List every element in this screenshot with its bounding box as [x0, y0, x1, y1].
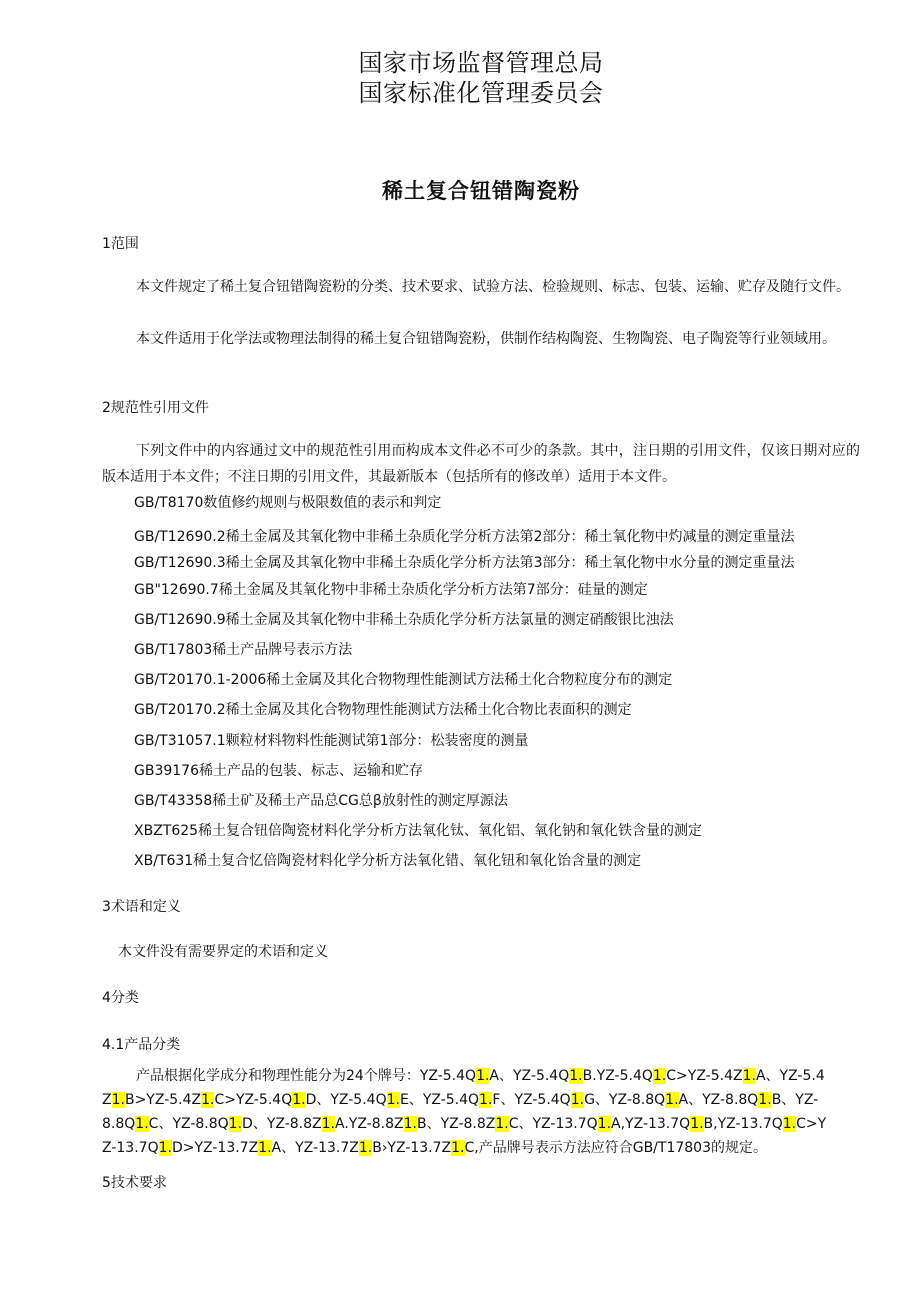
- grade-prefix: YZ-8.8Z: [348, 1116, 404, 1132]
- grade-prefix: YZ-8.8Q: [172, 1116, 229, 1132]
- grade-prefix: YZ-5.4Z: [146, 1092, 202, 1108]
- grade-separator: 、: [500, 1092, 515, 1108]
- grade-prefix: YZ-8.8Q: [102, 1092, 819, 1132]
- issuer-line-1: 国家市场监督管理总局: [358, 49, 604, 77]
- grade-highlight: 1.: [403, 1116, 417, 1132]
- reference-item: GB"12690.7稀土金属及其氧化物中非稀土杂质化学分析方法第7部分：硅量的测定: [134, 582, 648, 598]
- grade-highlight: 1.: [569, 1068, 583, 1084]
- section-1-heading: 1范围: [102, 236, 139, 252]
- grade-separator: 、: [408, 1092, 423, 1108]
- section-4-1-heading: 4.1产品分类: [102, 1037, 181, 1053]
- grade-highlight: 1.: [690, 1116, 704, 1132]
- grade-prefix: YZ-13.7Q: [717, 1116, 783, 1132]
- grade-prefix: YZ-5.4Q: [419, 1068, 477, 1084]
- grades-intro: 产品根据化学成分和物理性能分为24个牌号：: [136, 1068, 420, 1084]
- grade-highlight: 1.: [782, 1116, 797, 1132]
- grade-code: [172, 1116, 252, 1132]
- grade-code: [609, 1092, 688, 1108]
- grade-highlight: 1.: [451, 1140, 465, 1156]
- grade-suffix: D: [171, 1140, 183, 1156]
- reference-item: GB/T43358稀土矿及稀土产品总CG总β放射性的测定厚源法: [134, 793, 508, 809]
- section-2-heading: 2规范性引用文件: [102, 400, 209, 416]
- grade-suffix: A: [334, 1116, 345, 1132]
- section-3-text: 木文件没有需要界定的术语和定义: [118, 944, 328, 960]
- grade-highlight: 1.: [742, 1068, 756, 1084]
- section-1-paragraph-1: 本文件规定了稀土复合钮错陶瓷粉的分类、技术要求、试验方法、检验规则、标志、包装、运输、贮存及随行文件。: [136, 279, 850, 295]
- grade-prefix: YZ-5.4Q: [513, 1068, 570, 1084]
- grade-code: [597, 1068, 676, 1084]
- document-title: 稀土复合钮错陶瓷粉: [382, 179, 580, 203]
- grade-highlight: 1.: [111, 1092, 125, 1108]
- grade-suffix: C: [666, 1068, 677, 1084]
- grade-code: [423, 1092, 501, 1108]
- grade-separator: .: [592, 1068, 597, 1084]
- grade-code: [267, 1116, 345, 1132]
- section-1-paragraph-2: 本文件适用于化学法或物理法制得的稀土复合钮错陶瓷粉，供制作结构陶瓷、生物陶瓷、电子陶瓷等行业领域用。: [136, 331, 836, 347]
- grade-suffix: B: [124, 1092, 135, 1108]
- reference-item: XB/T631稀土复合忆倍陶瓷材料化学分析方法氧化错、氧化钮和氧化饴含量的测定: [134, 853, 642, 869]
- grade-separator: 、: [499, 1068, 513, 1084]
- grade-suffix: G: [584, 1092, 595, 1108]
- grade-suffix: B: [582, 1068, 593, 1084]
- grade-suffix: A: [611, 1116, 621, 1132]
- grade-suffix: A: [271, 1140, 282, 1156]
- reference-item: GB/T17803稀土产品牌号表示方法: [134, 642, 353, 658]
- grade-separator: 、: [426, 1116, 441, 1132]
- reference-item: GB/T20170.2稀土金属及其化合物物理性能测试方法稀土化合物比表面积的测定: [134, 702, 632, 718]
- grade-suffix: C: [214, 1092, 225, 1108]
- grade-suffix: B: [372, 1140, 382, 1156]
- grade-suffix: D: [242, 1116, 253, 1132]
- grade-prefix: YZ-13.7Q: [625, 1116, 691, 1132]
- reference-item: XBZT625稀土复合钮倍陶瓷材料化学分析方法氧化钛、氧化铝、氧化钠和氧化铁含量的测定: [134, 823, 703, 839]
- grade-prefix: YZ-13.7Z: [387, 1140, 452, 1156]
- reference-item: GB/T12690.2稀土金属及其氧化物中非稀土杂质化学分析方法第2部分：稀土氧化物中灼减量的测定重量法: [134, 529, 795, 545]
- grade-code: [688, 1068, 766, 1084]
- reference-item: GB/T31057.1颗粒材料物料性能测试第1部分：松装密度的测量: [134, 733, 529, 749]
- grade-code: [513, 1068, 592, 1084]
- section-4-heading: 4分类: [102, 990, 139, 1006]
- grade-prefix: YZ-5.4Z: [687, 1068, 743, 1084]
- grade-code: [441, 1116, 519, 1132]
- grade-separator: 、: [316, 1092, 331, 1108]
- grade-highlight: 1.: [158, 1140, 172, 1156]
- grade-suffix: C: [508, 1116, 519, 1132]
- grade-separator: 、: [594, 1092, 609, 1108]
- reference-item: GB/T12690.9稀土金属及其氧化物中非稀土杂质化学分析方法氯量的测定硝酸银比浊法: [134, 612, 674, 628]
- grade-separator: 、: [688, 1092, 703, 1108]
- grade-code: [194, 1140, 281, 1156]
- grade-separator: 、: [158, 1116, 173, 1132]
- grade-prefix: YZ-5.4Q: [596, 1068, 653, 1084]
- grade-separator: ,: [620, 1116, 626, 1132]
- grade-highlight: 1.: [228, 1116, 243, 1132]
- grade-suffix: B: [703, 1116, 714, 1132]
- grades-paragraph: [102, 1064, 828, 1160]
- grade-separator: 、: [765, 1068, 780, 1084]
- grade-separator: 、: [252, 1116, 267, 1132]
- grade-separator: .: [344, 1116, 349, 1132]
- grade-highlight: 1.: [597, 1116, 612, 1132]
- grade-code: [295, 1140, 382, 1156]
- grade-prefix: YZ-8.8Q: [702, 1092, 759, 1108]
- grade-prefix: YZ-5.4Q: [330, 1092, 387, 1108]
- grade-code: [146, 1092, 224, 1108]
- grade-code: [702, 1092, 781, 1108]
- grade-suffix: C: [464, 1140, 475, 1156]
- section-5-heading: 5技术要求: [102, 1175, 167, 1191]
- reference-item: GB/T20170.1-2006稀土金属及其化合物物理性能测试方法稀土化合物粒度分布的测定: [134, 672, 673, 688]
- grade-separator: 、: [281, 1140, 296, 1156]
- grade-highlight: 1.: [495, 1116, 509, 1132]
- grade-suffix: C: [796, 1116, 806, 1132]
- grade-prefix: YZ-8.8Z: [440, 1116, 496, 1132]
- grade-code: [387, 1140, 474, 1156]
- grade-separator: 、: [781, 1092, 796, 1108]
- grade-prefix: YZ-5.4Q: [235, 1092, 293, 1108]
- grade-highlight: 1.: [570, 1092, 585, 1108]
- grade-highlight: 1.: [479, 1092, 493, 1108]
- grade-highlight: 1.: [292, 1092, 306, 1108]
- grade-highlight: 1.: [665, 1092, 679, 1108]
- grades-outro: ,产品牌号表示方法应符合GB/T17803的规定。: [474, 1140, 767, 1156]
- grade-prefix: YZ-13.7Z: [295, 1140, 359, 1156]
- grade-suffix: A: [489, 1068, 499, 1084]
- grade-suffix: E: [399, 1092, 409, 1108]
- grade-code: [330, 1092, 408, 1108]
- grade-code: [514, 1092, 594, 1108]
- grade-suffix: A: [755, 1068, 766, 1084]
- grade-prefix: YZ-8.8Q: [608, 1092, 666, 1108]
- issuer-line-2: 国家标准化管理委员会: [358, 79, 604, 107]
- reference-item: GB/T8170数值修约规则与极限数值的表示和判定: [134, 495, 442, 511]
- reference-item: GB39176稀土产品的包装、标志、运输和贮存: [134, 763, 423, 779]
- grade-separator: >: [182, 1140, 195, 1156]
- grade-suffix: D: [305, 1092, 317, 1108]
- grade-code: [420, 1068, 499, 1084]
- grade-suffix: B: [416, 1116, 427, 1132]
- section-2-intro: 下列文件中的内容通过文中的规范性引用而构成本文件必不可少的条款。其中，注日期的引用文件，仅该日期对应的版本适用于本文件；不注日期的引用文件，其最新版本（包括所有的修改单）适用于本文件。: [102, 443, 860, 485]
- grade-code: [625, 1116, 713, 1132]
- grade-suffix: B: [771, 1092, 782, 1108]
- grade-suffix: A: [678, 1092, 689, 1108]
- grade-separator: >: [134, 1092, 147, 1108]
- grade-suffix: C: [148, 1116, 159, 1132]
- grade-prefix: YZ-13.7Q: [102, 1116, 827, 1156]
- section-3-heading: 3术语和定义: [102, 899, 181, 915]
- grade-separator: >: [676, 1068, 688, 1084]
- grade-separator: >: [224, 1092, 236, 1108]
- grade-prefix: YZ-13.7Z: [194, 1140, 259, 1156]
- grade-highlight: 1.: [652, 1068, 667, 1084]
- grade-highlight: 1.: [321, 1116, 335, 1132]
- grade-highlight: 1.: [386, 1092, 400, 1108]
- grade-code: [718, 1116, 806, 1132]
- grade-code: [349, 1116, 427, 1132]
- grade-prefix: YZ-5.4Q: [422, 1092, 480, 1108]
- reference-item: GB/T12690.3稀土金属及其氧化物中非稀土杂质化学分析方法第3部分：稀土氧化物中水分量的测定重量法: [134, 555, 795, 571]
- grade-highlight: 1.: [201, 1092, 215, 1108]
- grade-highlight: 1.: [258, 1140, 272, 1156]
- grade-separator: >: [805, 1116, 818, 1132]
- grade-prefix: YZ-5.4Z: [102, 1068, 825, 1108]
- grade-code: [533, 1116, 621, 1132]
- grade-separator: ›: [381, 1140, 388, 1156]
- grade-separator: 、: [518, 1116, 533, 1132]
- grade-prefix: YZ-5.4Q: [514, 1092, 571, 1108]
- grade-prefix: YZ-8.8Z: [266, 1116, 322, 1132]
- grade-highlight: 1.: [758, 1092, 772, 1108]
- grade-separator: ,: [713, 1116, 718, 1132]
- grade-suffix: F: [492, 1092, 501, 1108]
- grade-highlight: 1.: [476, 1068, 490, 1084]
- grade-code: [236, 1092, 316, 1108]
- grade-highlight: 1.: [135, 1116, 149, 1132]
- grade-prefix: YZ-13.7Q: [532, 1116, 598, 1132]
- grade-highlight: 1.: [358, 1140, 373, 1156]
